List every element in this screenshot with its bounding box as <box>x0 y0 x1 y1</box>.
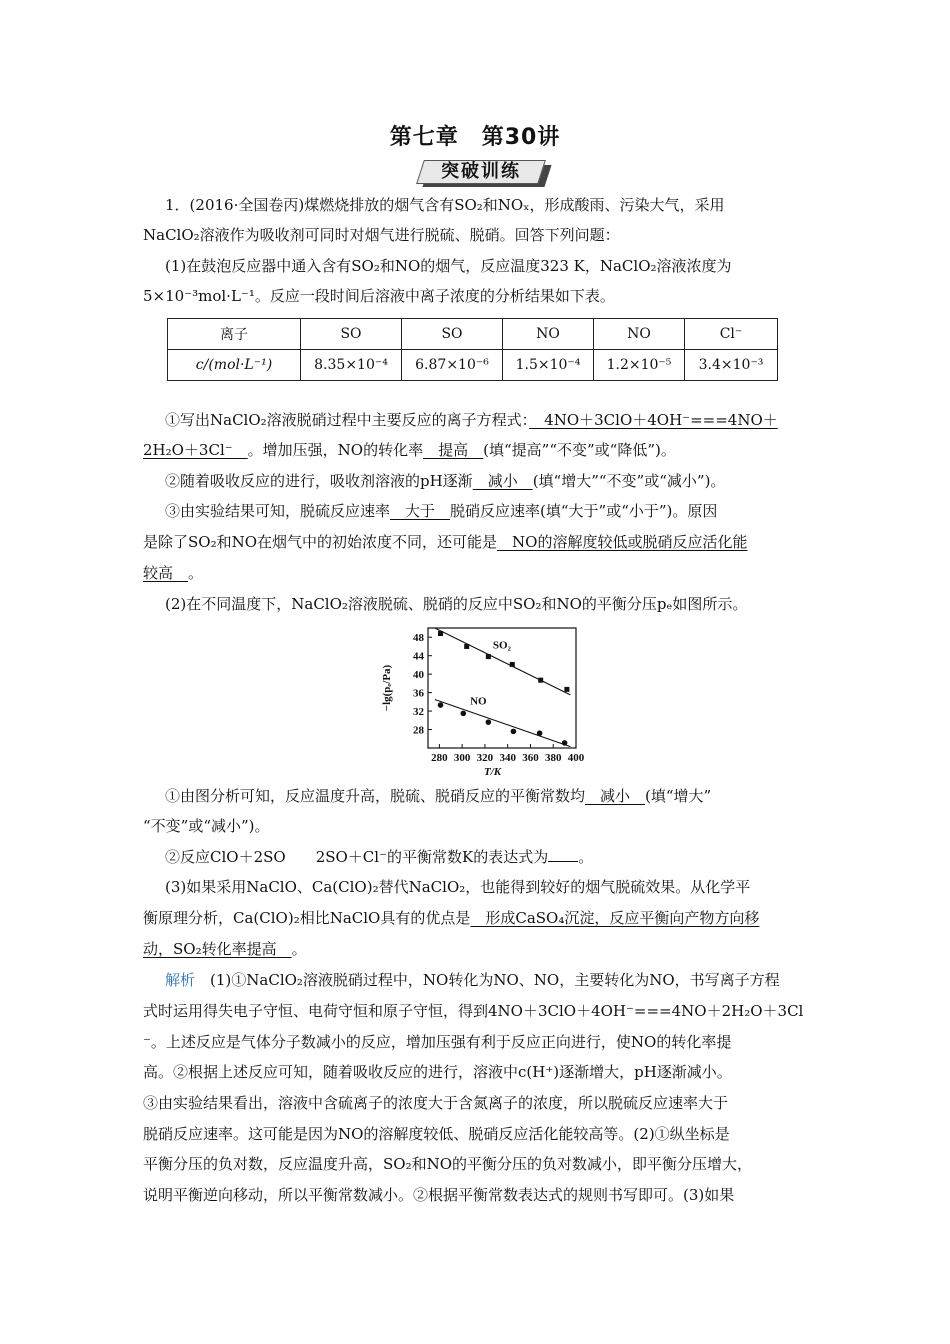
y-axis-label: −lg(pₑ/Pa) <box>381 664 393 712</box>
part3-text: 衡原理分析，Ca(ClO)₂相比NaClO具有的优点是 <box>143 909 471 927</box>
series-label-so2: SO₂ <box>492 639 511 652</box>
data-point-so2 <box>486 654 491 659</box>
analysis-label: 解析 <box>165 971 196 989</box>
table-header-cell: NO <box>594 319 685 350</box>
q1-prompt: ①写出NaClO₂溶液脱硝过程中主要反应的离子方程式： <box>165 411 530 429</box>
analysis-line-3: ⁻。上述反应是气体分子数减小的反应，增加压强有利于反应正向进行，使NO的转化率提 <box>143 1033 732 1051</box>
table-cell: 3.4×10⁻³ <box>685 350 778 381</box>
q4-answer: 减小 <box>585 787 646 805</box>
section-badge <box>420 160 548 186</box>
fit-line-so2 <box>435 628 570 695</box>
table-header-cell: Cl⁻ <box>685 319 778 350</box>
data-point-no <box>537 730 543 736</box>
fit-line-no <box>435 700 570 747</box>
part2-line: (2)在不同温度下，NaClO₂溶液脱硫、脱硝的反应中SO₂和NO的平衡分压pₑ如图所示。 <box>165 595 748 613</box>
q5-line <box>165 847 593 867</box>
table-row <box>168 350 778 381</box>
q3-text-c: 是除了SO₂和NO在烟气中的初始浓度不同，还可能是 <box>143 533 498 551</box>
q1-line-1 <box>165 410 778 430</box>
q4-line-2: “不变”或“减小”)。 <box>143 817 270 835</box>
analysis-line-5: ③由实验结果看出，溶液中含硫离子的浓度大于含氮离子的浓度，所以脱硫反应速率大于 <box>143 1094 729 1112</box>
part3-answer-part2: 动，SO₂转化率提高 <box>143 940 292 958</box>
x-tick-label: 380 <box>544 752 562 764</box>
x-tick-label: 320 <box>476 752 494 764</box>
q3-line-2 <box>143 532 747 552</box>
q4-text-b: (填“增大” <box>645 787 712 805</box>
q3-answer: 大于 <box>390 502 451 520</box>
table-cell: 1.5×10⁻⁴ <box>503 350 594 381</box>
q2-answer: 减小 <box>472 472 533 490</box>
intro-line-2: NaClO₂溶液作为吸收剂可同时对烟气进行脱硫、脱硝。回答下列问题： <box>143 226 620 244</box>
badge-label: 突破训练 <box>441 161 521 182</box>
series-label-no: NO <box>470 695 487 708</box>
x-axis-label: T/K <box>484 766 502 778</box>
data-point-so2 <box>464 644 469 649</box>
q2-line <box>165 471 725 491</box>
analysis-line-6: 脱硝反应速率。这可能是因为NO的溶解度较低、脱硝反应活化能较高等。(2)①纵坐标是 <box>143 1125 730 1143</box>
y-tick-label: 32 <box>413 706 424 719</box>
data-point-no <box>460 711 466 717</box>
table-header-row <box>168 319 778 350</box>
x-tick-label: 400 <box>567 752 585 764</box>
analysis-line-1 <box>165 970 780 990</box>
part1-line-1: (1)在鼓泡反应器中通入含有SO₂和NO的烟气，反应温度323 K，NaClO₂溶液浓度为 <box>165 257 732 275</box>
page-title: 第七章 第30讲 <box>389 125 561 150</box>
part1-line-2: 5×10⁻³mol·L⁻¹。反应一段时间后溶液中离子浓度的分析结果如下表。 <box>143 287 615 305</box>
q3-text-b: 脱硝反应速率(填“大于”或“小于”)。原因 <box>450 502 718 520</box>
data-point-so2 <box>510 662 515 667</box>
analysis-line-4: 高。②根据上述反应可知，随着吸收反应的进行，溶液中c(H⁺)逐渐增大，pH逐渐减小。 <box>143 1063 732 1081</box>
y-tick-label: 44 <box>413 650 424 663</box>
data-point-so2 <box>538 678 543 683</box>
x-tick-label: 280 <box>431 752 448 764</box>
q3-text-a: ③由实验结果可知，脱硫反应速率 <box>165 502 391 520</box>
data-point-no <box>511 729 517 735</box>
q5-end: 。 <box>578 848 594 866</box>
table-header-cell: 离子 <box>168 319 301 350</box>
part3-line-3 <box>143 939 307 959</box>
equilibrium-pressure-chart <box>368 622 600 782</box>
q4-line-1 <box>165 786 711 806</box>
q4-text-a: ①由图分析可知，反应温度升高，脱硫、脱硝反应的平衡常数均 <box>165 787 586 805</box>
table-header-cell: SO <box>301 319 402 350</box>
data-point-so2 <box>564 687 569 692</box>
analysis-line-2: 式时运用得失电子守恒、电荷守恒和原子守恒，得到4NO＋3ClO＋4OH⁻===4NO＋2H₂O＋3Cl <box>143 1002 804 1020</box>
q2-text-a: ②随着吸收反应的进行，吸收剂溶液的pH逐渐 <box>165 472 473 490</box>
x-tick-label: 360 <box>522 752 539 764</box>
q5-blank <box>548 849 578 862</box>
q1-line-2 <box>143 440 676 460</box>
q1-text-b: 。增加压强，NO的转化率 <box>247 441 424 459</box>
q3-answer2-part2: 较高 <box>143 564 189 582</box>
part3-line-1: (3)如果采用NaClO、Ca(ClO)₂替代NaClO₂，也能得到较好的烟气脱硫效果。从化学平 <box>165 878 751 896</box>
part3-end: 。 <box>291 940 307 958</box>
table-cell: 1.2×10⁻⁵ <box>594 350 685 381</box>
table-header-cell: NO <box>503 319 594 350</box>
analysis-line-7: 平衡分压的负对数，反应温度升高，SO₂和NO的平衡分压的负对数减小，即平衡分压增大， <box>143 1155 753 1173</box>
part3-answer-part1: 形成CaSO₄沉淀，反应平衡向产物方向移 <box>470 909 760 927</box>
q3-answer2-part1: NO的溶解度较低或脱硝反应活化能 <box>497 533 748 551</box>
q1-answer-b: 提高 <box>423 441 484 459</box>
q3-end: 。 <box>188 564 204 582</box>
data-point-no <box>438 702 444 708</box>
x-tick-label: 300 <box>453 752 471 764</box>
q3-line-1 <box>165 501 717 521</box>
data-point-no <box>486 719 492 725</box>
table-row-label: c/(mol·L⁻¹) <box>168 350 301 381</box>
q5-text: ②反应ClO＋2SO 2SO＋Cl⁻的平衡常数K的表达式为 <box>165 848 549 866</box>
data-point-no <box>562 740 568 746</box>
q2-text-b: (填“增大”“不变”或“减小”)。 <box>532 472 726 490</box>
y-tick-label: 40 <box>413 669 424 682</box>
table-cell: 6.87×10⁻⁶ <box>402 350 503 381</box>
q1-answer-part2: 2H₂O＋3Cl⁻ <box>143 441 248 459</box>
ion-concentration-table <box>167 318 778 381</box>
q1-answer-part1: 4NO＋3ClO＋4OH⁻===4NO＋ <box>529 411 778 429</box>
data-point-so2 <box>438 631 443 636</box>
table-cell: 8.35×10⁻⁴ <box>301 350 402 381</box>
analysis-line-8: 说明平衡逆向移动，所以平衡常数减小。②根据平衡常数表达式的规则书写即可。(3)如果 <box>143 1186 735 1204</box>
y-tick-label: 28 <box>413 724 424 737</box>
intro-line-1: 1．(2016·全国卷丙)煤燃烧排放的烟气含有SO₂和NOₓ，形成酸雨、污染大气，采用 <box>165 196 725 214</box>
analysis-text-1: (1)①NaClO₂溶液脱硝过程中，NO转化为NO、NO，主要转化为NO，书写离子方程 <box>210 971 780 989</box>
y-tick-label: 36 <box>413 687 424 700</box>
part3-line-2 <box>143 908 759 928</box>
table-header-cell: SO <box>402 319 503 350</box>
y-tick-label: 48 <box>413 632 424 645</box>
q3-line-3 <box>143 563 203 583</box>
x-tick-label: 340 <box>499 752 516 764</box>
q1-text-c: (填“提高”“不变”或“降低”)。 <box>483 441 676 459</box>
